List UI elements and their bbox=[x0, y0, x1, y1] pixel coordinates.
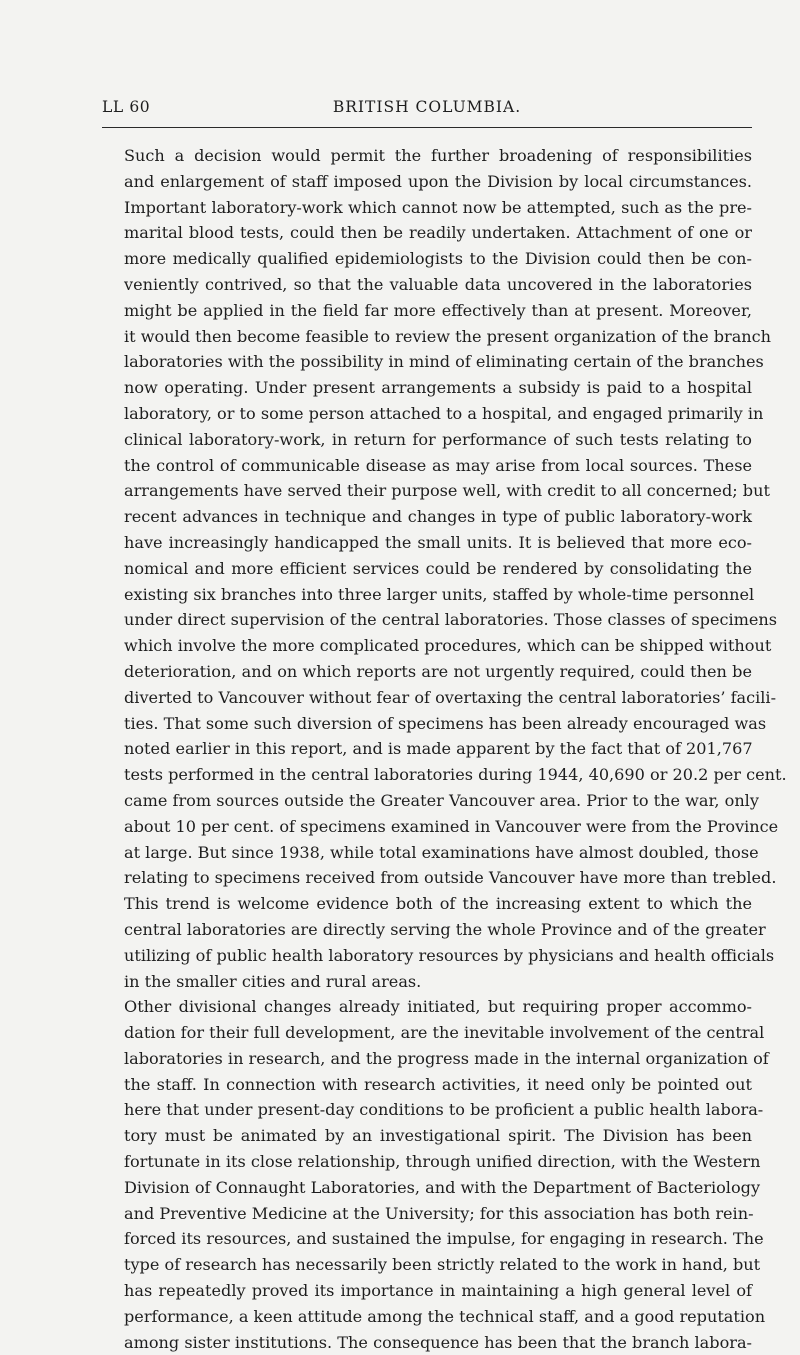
text-line: type of research has necessarily been strictly related to the work in hand, but bbox=[124, 1255, 761, 1275]
text-line: noted earlier in this report, and is made apparent by the fact that of 201,767 bbox=[124, 739, 753, 759]
text-line: it would then become feasible to review the present organization of the branch bbox=[124, 326, 772, 346]
text-line: nomical and more efficient services could be rendered by consolidating the bbox=[124, 558, 752, 578]
running-title: BRITISH COLUMBIA. bbox=[332, 98, 522, 116]
text-line: and enlargement of staff imposed upon the Division by local circumstances. bbox=[124, 171, 752, 191]
text-line: Important laboratory-work which cannot now be attempted, such as the pre- bbox=[124, 197, 752, 217]
text-line: the control of communicable disease as may arise from local sources. These bbox=[124, 455, 752, 475]
text-line: laboratory, or to some person attached to a hospital, and engaged primarily in bbox=[124, 403, 764, 423]
text-line: might be applied in the field far more effectively than at present. Moreover, bbox=[124, 300, 752, 320]
text-line: under direct supervision of the central laboratories. Those classes of specimens bbox=[124, 610, 778, 630]
text-line: about 10 per cent. of specimens examined in Vancouver were from the Province bbox=[124, 816, 779, 836]
text-line: which involve the more complicated procedures, which can be shipped without bbox=[124, 636, 772, 656]
page-header bbox=[102, 98, 752, 124]
text-line: This trend is welcome evidence both of the increasing extent to which the bbox=[124, 894, 752, 914]
text-line: marital blood tests, could then be readily undertaken. Attachment of one or bbox=[124, 223, 752, 243]
text-line: Division of Connaught Laboratories, and with the Department of Bacteriology bbox=[124, 1177, 761, 1197]
paragraph bbox=[102, 994, 769, 1355]
text-line: deterioration, and on which reports are not urgently required, could then be bbox=[124, 661, 752, 681]
text-line: relating to specimens received from outside Vancouver have more than trebled. bbox=[124, 868, 777, 888]
text-line: Such a decision would permit the further broadening of responsibilities bbox=[124, 146, 752, 165]
text-line: clinical laboratory-work, in return for performance of such tests relating to bbox=[124, 429, 752, 449]
text-line: now operating. Under present arrangements a subsidy is paid to a hospital bbox=[124, 378, 752, 398]
text-line: more medically qualified epidemiologists to the Division could then be con- bbox=[124, 249, 752, 269]
text-line: came from sources outside the Greater Vancouver area. Prior to the war, only bbox=[124, 790, 759, 810]
text-line: have increasingly handicapped the small units. It is believed that more eco- bbox=[124, 532, 752, 552]
text-line: central laboratories are directly serving the whole Province and of the greater bbox=[124, 919, 766, 939]
text-line: forced its resources, and sustained the impulse, for engaging in research. The bbox=[124, 1229, 764, 1249]
text-line: laboratories with the possibility in mind of eliminating certain of the branches bbox=[124, 352, 764, 372]
text-line: fortunate in its close relationship, through unified direction, with the Western bbox=[124, 1152, 761, 1172]
text-line: at large. But since 1938, while total examinations have almost doubled, those bbox=[124, 842, 759, 862]
text-line: tests performed in the central laboratories during 1944, 40,690 or 20.2 per cent. bbox=[124, 765, 787, 785]
page-number: LL 60 bbox=[102, 98, 151, 116]
text-line: here that under present-day conditions to be proficient a public health labora- bbox=[124, 1100, 764, 1120]
body-text bbox=[102, 143, 787, 1355]
text-line: utilizing of public health laboratory resources by physicians and health officials bbox=[124, 945, 775, 965]
text-line: has repeatedly proved its importance in maintaining a high general level of bbox=[124, 1281, 752, 1301]
header-rule bbox=[102, 127, 752, 128]
text-line: existing six branches into three larger units, staffed by whole-time personnel bbox=[124, 584, 755, 604]
text-line: recent advances in technique and changes in type of public laboratory-work bbox=[124, 507, 752, 527]
text-line: dation for their full development, are the inevitable involvement of the central bbox=[124, 1023, 765, 1043]
text-line: performance, a keen attitude among the technical staff, and a good reputation bbox=[124, 1306, 766, 1326]
text-line: in the smaller cities and rural areas. bbox=[124, 971, 422, 991]
text-line: tory must be animated by an investigational spirit. The Division has been bbox=[124, 1126, 752, 1146]
text-line: arrangements have served their purpose well, with credit to all concerned; but bbox=[124, 481, 770, 501]
paragraph bbox=[102, 143, 787, 994]
text-line: laboratories in research, and the progress made in the internal organization of bbox=[124, 1048, 769, 1068]
text-line: Other divisional changes already initiated, but requiring proper accommo- bbox=[124, 997, 752, 1017]
text-line: ties. That some such diversion of specimens has been already encouraged was bbox=[124, 713, 767, 733]
text-line: and Preventive Medicine at the University; for this association has both rein- bbox=[124, 1203, 754, 1223]
text-line: diverted to Vancouver without fear of overtaxing the central laboratories’ facili- bbox=[124, 687, 777, 707]
text-line: the staff. In connection with research activities, it need only be pointed out bbox=[124, 1074, 752, 1094]
text-line: among sister institutions. The consequence has been that the branch labora- bbox=[124, 1332, 752, 1352]
text-line: veniently contrived, so that the valuable data uncovered in the laboratories bbox=[124, 274, 752, 294]
